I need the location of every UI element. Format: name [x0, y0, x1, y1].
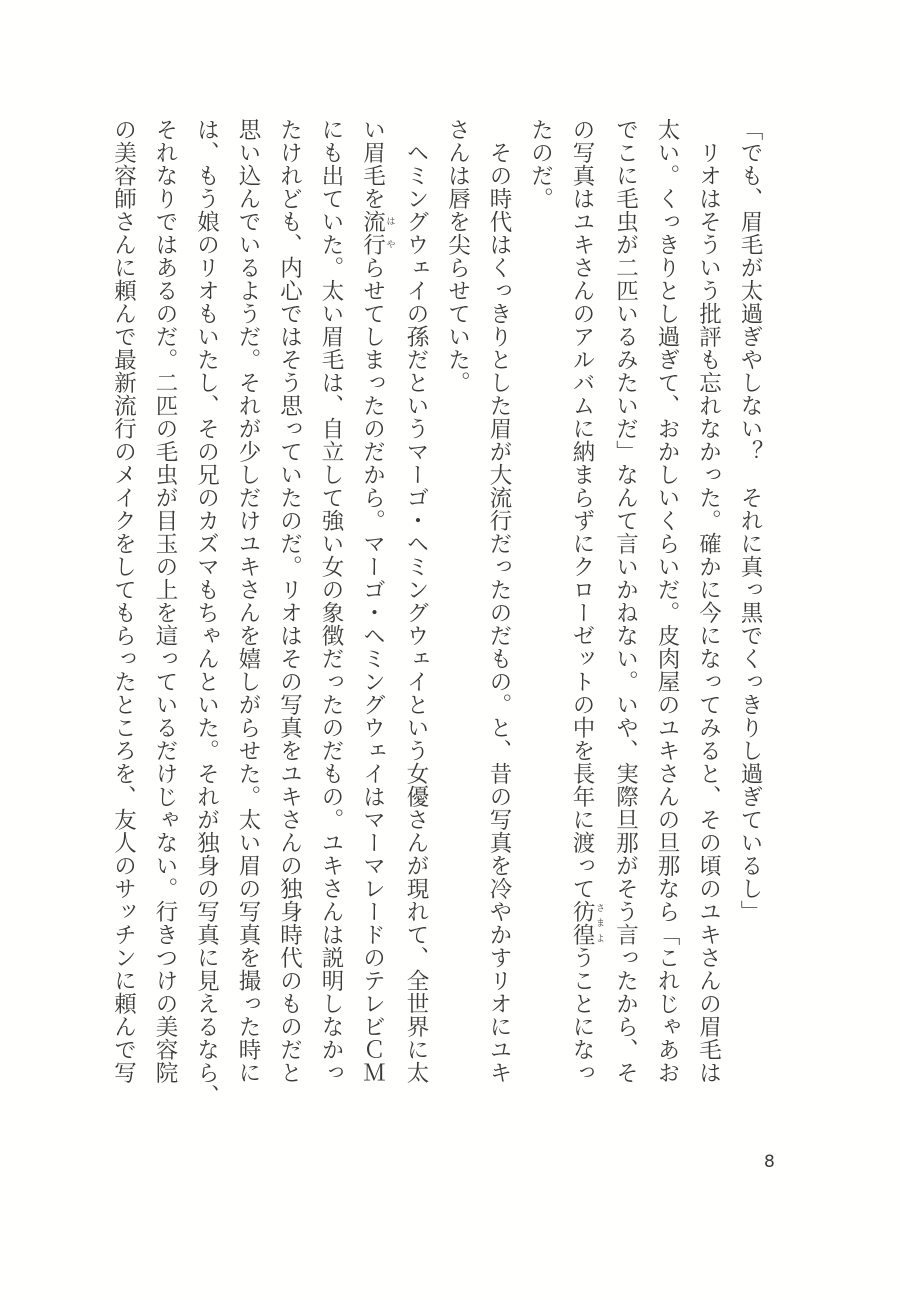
ruby-word [569, 900, 604, 946]
ruby-reading: さまよ [594, 900, 604, 946]
text-line [351, 118, 395, 1108]
text-line: その時代はくっきりとした眉が大流行だったのだもの。と、昔の写真を冷やかすリオにユキ [486, 140, 512, 1084]
text-line: たけれども、内心ではそう思っていたのだ。リオはその写真をユキさんの独身時代のものだと [276, 118, 303, 1084]
text-line: の美容師さんに頼んで最新流行のメイクをしてもらったところを、友人のサッチンに頼んで写 [110, 118, 137, 1084]
text-line: は、もう娘のリオもいたし、その兄のカズマもちゃんといた。それが独身の写真に見えるなら、 [193, 118, 220, 1107]
text-line: たのだ。 [527, 118, 554, 210]
text-fragment: の写真はユキさんのアルバムに納まらずにクローゼットの中を長年に渡って [569, 118, 595, 900]
text-line: にも出ていた。太い眉毛は、自立して強い女の象徴だったのだもの。ユキさんは説明しなかっ [318, 118, 344, 1084]
ruby-base: 彷徨 [569, 900, 595, 946]
text-line [561, 118, 605, 1108]
text-line: 「でも、眉毛が太過ぎやしない？ それに真っ黒でくっきりし過ぎているし」 [737, 118, 763, 923]
text-fragment: らせてしまったのだから。マーゴ・ヘミングウェイはマーマレードのテレビＣＭ [359, 256, 386, 1084]
text-line: ヘミングウェイの孫だというマーゴ・ヘミングウェイという女優さんが現れて、全世界に太 [403, 140, 429, 1084]
text-fragment: うことになっ [569, 946, 595, 1084]
ruby-base: 流行 [359, 210, 386, 256]
text-line: さんは唇を尖らせていた。 [444, 118, 471, 394]
text-fragment: い眉毛を [359, 118, 386, 210]
text-line: でこに毛虫が二匹いるみたいだ」なんて言いかねない。いや、実際旦那がそう言ったから、そ [612, 118, 639, 1084]
text-line: それなりではあるのだ。二匹の毛虫が目玉の上を這っているだけじゃない。行きつけの美容院 [152, 118, 178, 1084]
text-line: 思い込んでいるようだ。それが少しだけユキさんを嬉しがらせた。太い眉の写真を撮った時に [235, 118, 261, 1084]
ruby-reading: はや [384, 210, 395, 256]
text-line: リオはそういう批評も忘れなかった。確かに今になってみると、その頃のユキさんの眉毛は [695, 140, 722, 1084]
vertical-text-body [40, 118, 770, 1108]
page-number: 8 [764, 1152, 775, 1172]
ruby-word [359, 210, 395, 256]
text-line: 太い。くっきりとし過ぎて、おかしいくらいだ。皮肉屋のユキさんの旦那なら「これじゃあお [654, 118, 680, 1084]
